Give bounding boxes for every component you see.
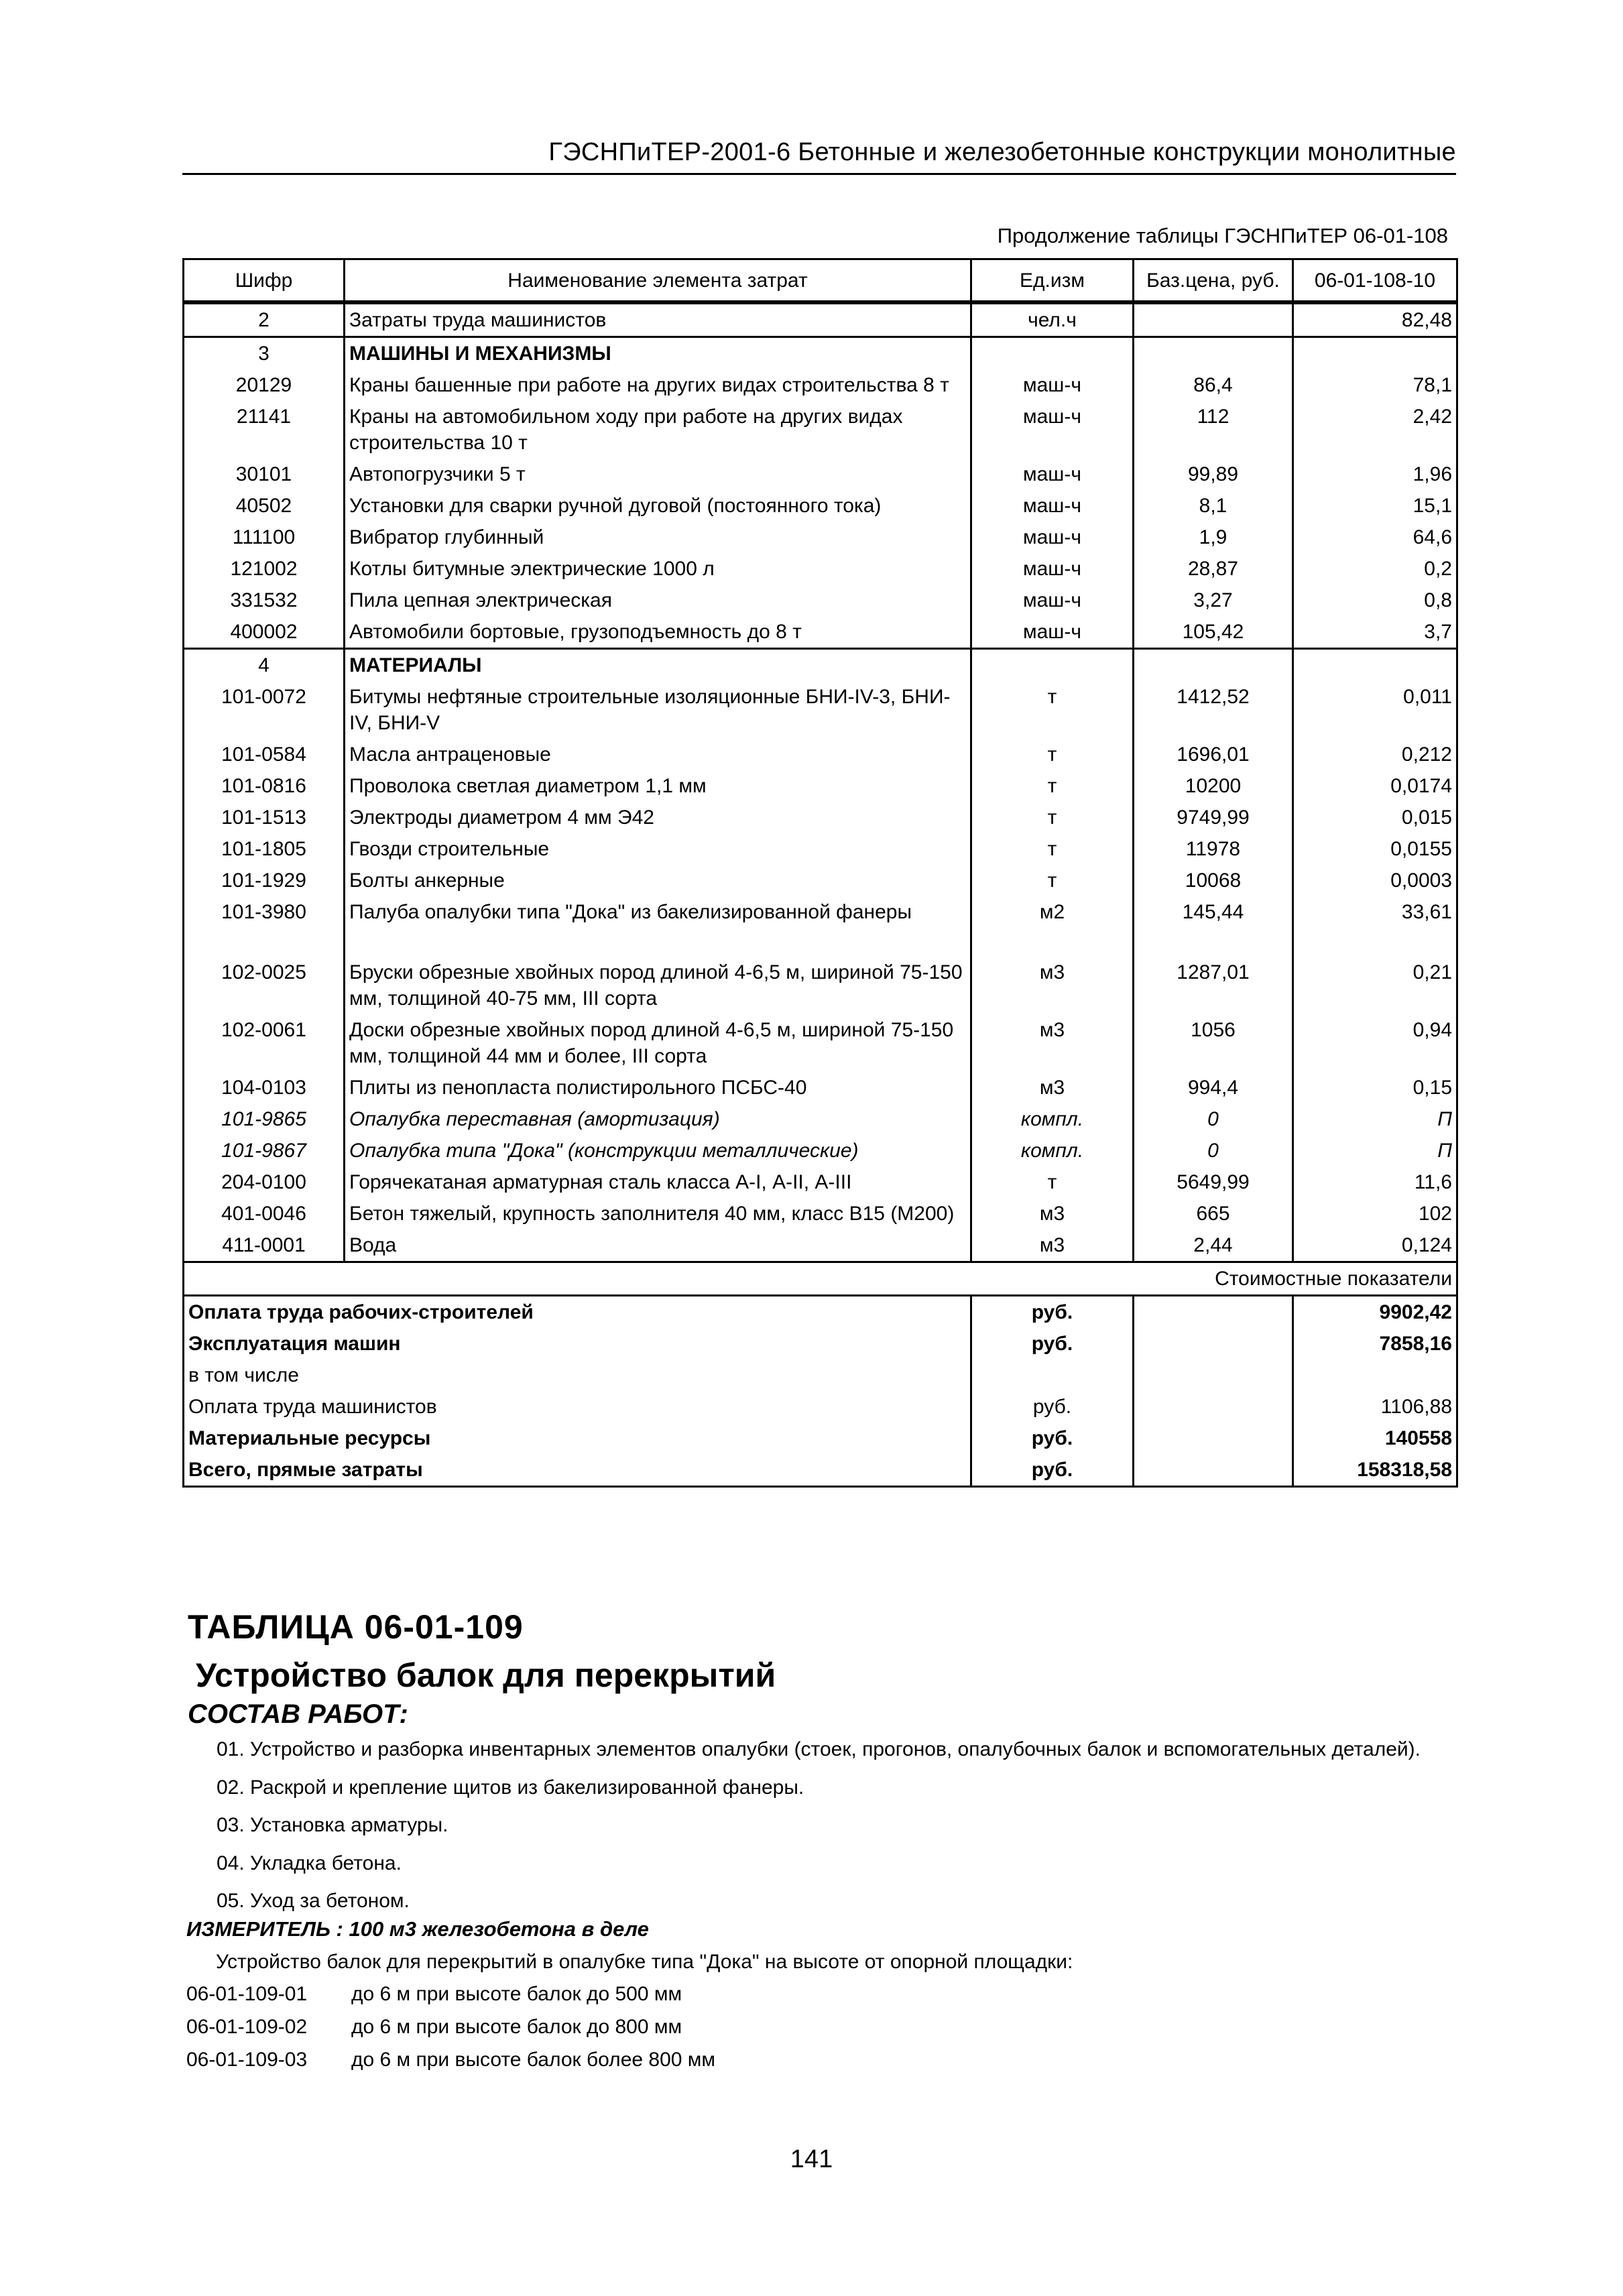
table-row bbox=[184, 1166, 1457, 1198]
column-header-unit: Ед.изм bbox=[971, 259, 1134, 303]
cell-name: Котлы битумные электрические 1000 л bbox=[345, 553, 971, 585]
norm-code-row bbox=[186, 1983, 715, 2016]
table-row bbox=[184, 957, 1457, 1014]
cell-code: 40502 bbox=[184, 490, 345, 522]
cell-value bbox=[1293, 649, 1457, 682]
work-item: 03. Установка арматуры. bbox=[217, 1814, 448, 1836]
cell-base-price: 3,27 bbox=[1134, 585, 1293, 616]
table-row bbox=[184, 896, 1457, 957]
works-heading: СОСТАВ РАБОТ: bbox=[188, 1699, 408, 1729]
cell-name: Краны на автомобильном ходу при работе на других видах строительства 10 т bbox=[345, 401, 971, 459]
cell-base-price: 994,4 bbox=[1134, 1072, 1293, 1103]
cell-unit: маш-ч bbox=[971, 585, 1134, 616]
cell-code: 101-1513 bbox=[184, 802, 345, 833]
cell-value: 78,1 bbox=[1293, 369, 1457, 401]
cell-code: 101-1805 bbox=[184, 833, 345, 865]
cell-value: 33,61 bbox=[1293, 896, 1457, 957]
cell-base-price: 99,89 bbox=[1134, 459, 1293, 490]
table-row bbox=[184, 865, 1457, 896]
cost-unit: руб. bbox=[971, 1328, 1134, 1360]
header-rule bbox=[182, 173, 1456, 175]
cost-empty bbox=[1134, 1328, 1293, 1360]
cell-code: 30101 bbox=[184, 459, 345, 490]
cell-name: Пила цепная электрическая bbox=[345, 585, 971, 616]
cell-unit: маш-ч bbox=[971, 616, 1134, 649]
cell-base-price: 1056 bbox=[1134, 1014, 1293, 1072]
cell-unit: т bbox=[971, 833, 1134, 865]
cell-base-price: 86,4 bbox=[1134, 369, 1293, 401]
cell-unit: т bbox=[971, 802, 1134, 833]
cell-base-price: 665 bbox=[1134, 1198, 1293, 1229]
cell-unit: т bbox=[971, 739, 1134, 770]
cell-unit: маш-ч bbox=[971, 522, 1134, 553]
cell-value: 0,124 bbox=[1293, 1229, 1457, 1262]
cell-code: 101-1929 bbox=[184, 865, 345, 896]
cell-base-price: 1,9 bbox=[1134, 522, 1293, 553]
cell-name: Бруски обрезные хвойных пород длиной 4-6,5 м, шириной 75-150 мм, толщиной 40-75 мм, III сорта bbox=[345, 957, 971, 1014]
cell-value: П bbox=[1293, 1135, 1457, 1166]
cell-value: 0,015 bbox=[1293, 802, 1457, 833]
cell-base-price: 2,44 bbox=[1134, 1229, 1293, 1262]
cost-empty bbox=[1134, 1391, 1293, 1423]
work-item: 04. Укладка бетона. bbox=[217, 1852, 402, 1874]
cell-unit: т bbox=[971, 770, 1134, 802]
work-item: 02. Раскрой и крепление щитов из бакелизированной фанеры. bbox=[217, 1776, 804, 1799]
cell-unit: маш-ч bbox=[971, 553, 1134, 585]
column-header-norm: 06-01-108-10 bbox=[1293, 259, 1457, 303]
cell-base-price: 9749,99 bbox=[1134, 802, 1293, 833]
cell-code: 401-0046 bbox=[184, 1198, 345, 1229]
cost-empty bbox=[1134, 1454, 1293, 1487]
cell-name: МАТЕРИАЛЫ bbox=[345, 649, 971, 682]
cost-empty bbox=[1134, 1423, 1293, 1454]
table-row bbox=[184, 553, 1457, 585]
table-row bbox=[184, 302, 1457, 337]
cell-name: Опалубка переставная (амортизация) bbox=[345, 1103, 971, 1135]
cost-value: 1106,88 bbox=[1293, 1391, 1457, 1423]
cell-value: 64,6 bbox=[1293, 522, 1457, 553]
table-row bbox=[184, 770, 1457, 802]
cost-label: Материальные ресурсы bbox=[184, 1423, 971, 1454]
cell-name: Гвозди строительные bbox=[345, 833, 971, 865]
column-header-base-price: Баз.цена, руб. bbox=[1134, 259, 1293, 303]
cell-name: Битумы нефтяные строительные изоляционные БНИ-IV-3, БНИ-IV, БНИ-V bbox=[345, 681, 971, 739]
cell-code: 411-0001 bbox=[184, 1229, 345, 1262]
cell-name: Проволока светлая диаметром 1,1 мм bbox=[345, 770, 971, 802]
cell-unit: чел.ч bbox=[971, 302, 1134, 337]
cell-code: 101-3980 bbox=[184, 896, 345, 957]
work-item: 01. Устройство и разборка инвентарных элементов опалубки (стоек, прогонов, опалубочных балок и вспомогательных деталей). bbox=[217, 1738, 1421, 1760]
cell-base-price: 28,87 bbox=[1134, 553, 1293, 585]
table-row bbox=[184, 522, 1457, 553]
cell-value: 15,1 bbox=[1293, 490, 1457, 522]
cost-unit: руб. bbox=[971, 1296, 1134, 1329]
cost-label: Оплата труда рабочих-строителей bbox=[184, 1296, 971, 1329]
cell-code: 101-0584 bbox=[184, 739, 345, 770]
norm-code-row bbox=[186, 2049, 715, 2081]
norm-code-row bbox=[186, 2016, 715, 2049]
cell-value: 1,96 bbox=[1293, 459, 1457, 490]
norm-codes-list bbox=[186, 1983, 715, 2081]
cost-value: 140558 bbox=[1293, 1423, 1457, 1454]
cell-value: 2,42 bbox=[1293, 401, 1457, 459]
cell-name: Затраты труда машинистов bbox=[345, 302, 971, 337]
cell-unit: маш-ч bbox=[971, 369, 1134, 401]
norm-code: 06-01-109-02 bbox=[186, 2016, 308, 2038]
table-row bbox=[184, 833, 1457, 865]
cell-value: П bbox=[1293, 1103, 1457, 1135]
cell-value: 0,8 bbox=[1293, 585, 1457, 616]
cell-base-price: 1412,52 bbox=[1134, 681, 1293, 739]
cost-label: Оплата труда машинистов bbox=[184, 1391, 971, 1423]
cell-value: 0,21 bbox=[1293, 957, 1457, 1014]
cell-unit: м2 bbox=[971, 896, 1134, 957]
cell-base-price: 0 bbox=[1134, 1103, 1293, 1135]
cost-row bbox=[184, 1360, 1457, 1391]
cost-label: Всего, прямые затраты bbox=[184, 1454, 971, 1487]
cost-empty bbox=[1134, 1360, 1293, 1391]
cell-unit: т bbox=[971, 1166, 1134, 1198]
cell-name: Краны башенные при работе на других видах строительства 8 т bbox=[345, 369, 971, 401]
cell-code: 20129 bbox=[184, 369, 345, 401]
cell-code: 101-9867 bbox=[184, 1135, 345, 1166]
cell-base-price: 10200 bbox=[1134, 770, 1293, 802]
cell-unit: м3 bbox=[971, 1014, 1134, 1072]
table-row bbox=[184, 1198, 1457, 1229]
cell-base-price: 112 bbox=[1134, 401, 1293, 459]
cell-unit: м3 bbox=[971, 1229, 1134, 1262]
cell-base-price bbox=[1134, 337, 1293, 370]
cell-value: 0,15 bbox=[1293, 1072, 1457, 1103]
cell-name: Вибратор глубинный bbox=[345, 522, 971, 553]
cell-name: Автомобили бортовые, грузоподъемность до 8 т bbox=[345, 616, 971, 649]
column-header-code: Шифр bbox=[184, 259, 345, 303]
cell-base-price: 8,1 bbox=[1134, 490, 1293, 522]
cell-unit: м3 bbox=[971, 1198, 1134, 1229]
table-row bbox=[184, 1103, 1457, 1135]
cell-code: 111100 bbox=[184, 522, 345, 553]
cell-value: 0,212 bbox=[1293, 739, 1457, 770]
cost-label: в том числе bbox=[184, 1360, 971, 1391]
table-row bbox=[184, 1014, 1457, 1072]
norm-code: 06-01-109-01 bbox=[186, 1983, 308, 2005]
cost-row bbox=[184, 1391, 1457, 1423]
table-continuation-caption: Продолжение таблицы ГЭСНПиТЕР 06-01-108 bbox=[997, 224, 1448, 247]
norm-description: до 6 м при высоте балок до 500 мм bbox=[351, 1983, 682, 2005]
cost-row bbox=[184, 1423, 1457, 1454]
cell-unit: компл. bbox=[971, 1135, 1134, 1166]
cost-row bbox=[184, 1328, 1457, 1360]
cell-unit: м3 bbox=[971, 957, 1134, 1014]
cell-code: 101-9865 bbox=[184, 1103, 345, 1135]
table-header-row bbox=[184, 259, 1457, 303]
table-row bbox=[184, 739, 1457, 770]
cost-value: 158318,58 bbox=[1293, 1454, 1457, 1487]
cost-unit: руб. bbox=[971, 1423, 1134, 1454]
cell-value: 0,0174 bbox=[1293, 770, 1457, 802]
cell-code: 101-0816 bbox=[184, 770, 345, 802]
cell-code: 102-0025 bbox=[184, 957, 345, 1014]
cell-name: Установки для сварки ручной дуговой (постоянного тока) bbox=[345, 490, 971, 522]
cost-unit: руб. bbox=[971, 1454, 1134, 1487]
cost-label: Эксплуатация машин bbox=[184, 1328, 971, 1360]
cell-value: 82,48 bbox=[1293, 302, 1457, 337]
costs-title: Стоимостные показатели bbox=[184, 1262, 1457, 1296]
cell-name: Палуба опалубки типа "Дока" из бакелизированной фанеры bbox=[345, 896, 971, 957]
cost-unit: руб. bbox=[971, 1391, 1134, 1423]
cell-code: 2 bbox=[184, 302, 345, 337]
cell-unit: маш-ч bbox=[971, 459, 1134, 490]
cost-value: 7858,16 bbox=[1293, 1328, 1457, 1360]
cell-code: 400002 bbox=[184, 616, 345, 649]
norm-code: 06-01-109-03 bbox=[186, 2049, 308, 2071]
cell-value: 0,011 bbox=[1293, 681, 1457, 739]
running-header: ГЭСНПиТЕР-2001-6 Бетонные и железобетонные конструкции монолитные bbox=[548, 138, 1456, 166]
cell-base-price: 5649,99 bbox=[1134, 1166, 1293, 1198]
cell-base-price bbox=[1134, 302, 1293, 337]
cell-base-price: 11978 bbox=[1134, 833, 1293, 865]
work-item: 05. Уход за бетоном. bbox=[217, 1890, 410, 1912]
cell-name: Доски обрезные хвойных пород длиной 4-6,5 м, шириной 75-150 мм, толщиной 44 мм и более, III сорта bbox=[345, 1014, 971, 1072]
cost-empty bbox=[1134, 1296, 1293, 1329]
table-row bbox=[184, 1229, 1457, 1262]
cell-unit: м3 bbox=[971, 1072, 1134, 1103]
table-row bbox=[184, 802, 1457, 833]
cell-name: Горячекатаная арматурная сталь класса А-I, А-II, А-III bbox=[345, 1166, 971, 1198]
cell-code: 204-0100 bbox=[184, 1166, 345, 1198]
cell-value: 0,0003 bbox=[1293, 865, 1457, 896]
cell-name: Масла антраценовые bbox=[345, 739, 971, 770]
cell-code: 102-0061 bbox=[184, 1014, 345, 1072]
cell-base-price: 0 bbox=[1134, 1135, 1293, 1166]
cell-code: 331532 bbox=[184, 585, 345, 616]
table-row bbox=[184, 1135, 1457, 1166]
cell-code: 4 bbox=[184, 649, 345, 682]
cell-value: 0,2 bbox=[1293, 553, 1457, 585]
norms-intro: Устройство балок для перекрытий в опалубке типа "Дока" на высоте от опорной площадки: bbox=[216, 1951, 1073, 1973]
norm-description: до 6 м при высоте балок более 800 мм bbox=[351, 2049, 716, 2071]
table-row bbox=[184, 401, 1457, 459]
cell-unit: компл. bbox=[971, 1103, 1134, 1135]
measure-unit: ИЗМЕРИТЕЛЬ : 100 м3 железобетона в деле bbox=[186, 1917, 649, 1941]
page-number: 141 bbox=[790, 2145, 833, 2173]
table-subtitle: Устройство балок для перекрытий bbox=[196, 1656, 776, 1694]
cell-base-price: 145,44 bbox=[1134, 896, 1293, 957]
cost-unit bbox=[971, 1360, 1134, 1391]
cell-base-price bbox=[1134, 649, 1293, 682]
cell-value: 11,6 bbox=[1293, 1166, 1457, 1198]
column-header-name: Наименование элемента затрат bbox=[345, 259, 971, 303]
table-row bbox=[184, 337, 1457, 370]
cell-value: 102 bbox=[1293, 1198, 1457, 1229]
cell-unit: маш-ч bbox=[971, 490, 1134, 522]
cell-name: Опалубка типа "Дока" (конструкции металлические) bbox=[345, 1135, 971, 1166]
cell-unit: т bbox=[971, 681, 1134, 739]
cell-value: 0,94 bbox=[1293, 1014, 1457, 1072]
cell-name: Плиты из пенопласта полистирольного ПСБС-40 bbox=[345, 1072, 971, 1103]
cell-unit: т bbox=[971, 865, 1134, 896]
cost-value: 9902,42 bbox=[1293, 1296, 1457, 1329]
cell-name: МАШИНЫ И МЕХАНИЗМЫ bbox=[345, 337, 971, 370]
cell-base-price: 105,42 bbox=[1134, 616, 1293, 649]
resource-table bbox=[182, 258, 1458, 1488]
table-title: ТАБЛИЦА 06-01-109 bbox=[188, 1608, 524, 1646]
cell-unit: маш-ч bbox=[971, 401, 1134, 459]
cell-base-price: 1287,01 bbox=[1134, 957, 1293, 1014]
table-row bbox=[184, 459, 1457, 490]
cell-value: 0,0155 bbox=[1293, 833, 1457, 865]
cell-code: 104-0103 bbox=[184, 1072, 345, 1103]
cell-code: 21141 bbox=[184, 401, 345, 459]
cell-value bbox=[1293, 337, 1457, 370]
cost-value bbox=[1293, 1360, 1457, 1391]
cost-row bbox=[184, 1454, 1457, 1487]
table-row bbox=[184, 649, 1457, 682]
works-list bbox=[186, 1734, 1447, 1924]
cell-name: Бетон тяжелый, крупность заполнителя 40 мм, класс В15 (М200) bbox=[345, 1198, 971, 1229]
cost-row bbox=[184, 1296, 1457, 1329]
cell-name: Электроды диаметром 4 мм Э42 bbox=[345, 802, 971, 833]
table-row bbox=[184, 681, 1457, 739]
cell-base-price: 1696,01 bbox=[1134, 739, 1293, 770]
cell-name: Вода bbox=[345, 1229, 971, 1262]
cell-code: 101-0072 bbox=[184, 681, 345, 739]
cell-base-price: 10068 bbox=[1134, 865, 1293, 896]
table-row bbox=[184, 616, 1457, 649]
costs-title-row bbox=[184, 1262, 1457, 1296]
cell-code: 3 bbox=[184, 337, 345, 370]
table-row bbox=[184, 369, 1457, 401]
cell-code: 121002 bbox=[184, 553, 345, 585]
table-row bbox=[184, 585, 1457, 616]
cell-name: Автопогрузчики 5 т bbox=[345, 459, 971, 490]
cell-value: 3,7 bbox=[1293, 616, 1457, 649]
norm-description: до 6 м при высоте балок до 800 мм bbox=[351, 2016, 682, 2038]
table-row bbox=[184, 490, 1457, 522]
cell-unit bbox=[971, 337, 1134, 370]
cell-name: Болты анкерные bbox=[345, 865, 971, 896]
cell-unit bbox=[971, 649, 1134, 682]
table-row bbox=[184, 1072, 1457, 1103]
